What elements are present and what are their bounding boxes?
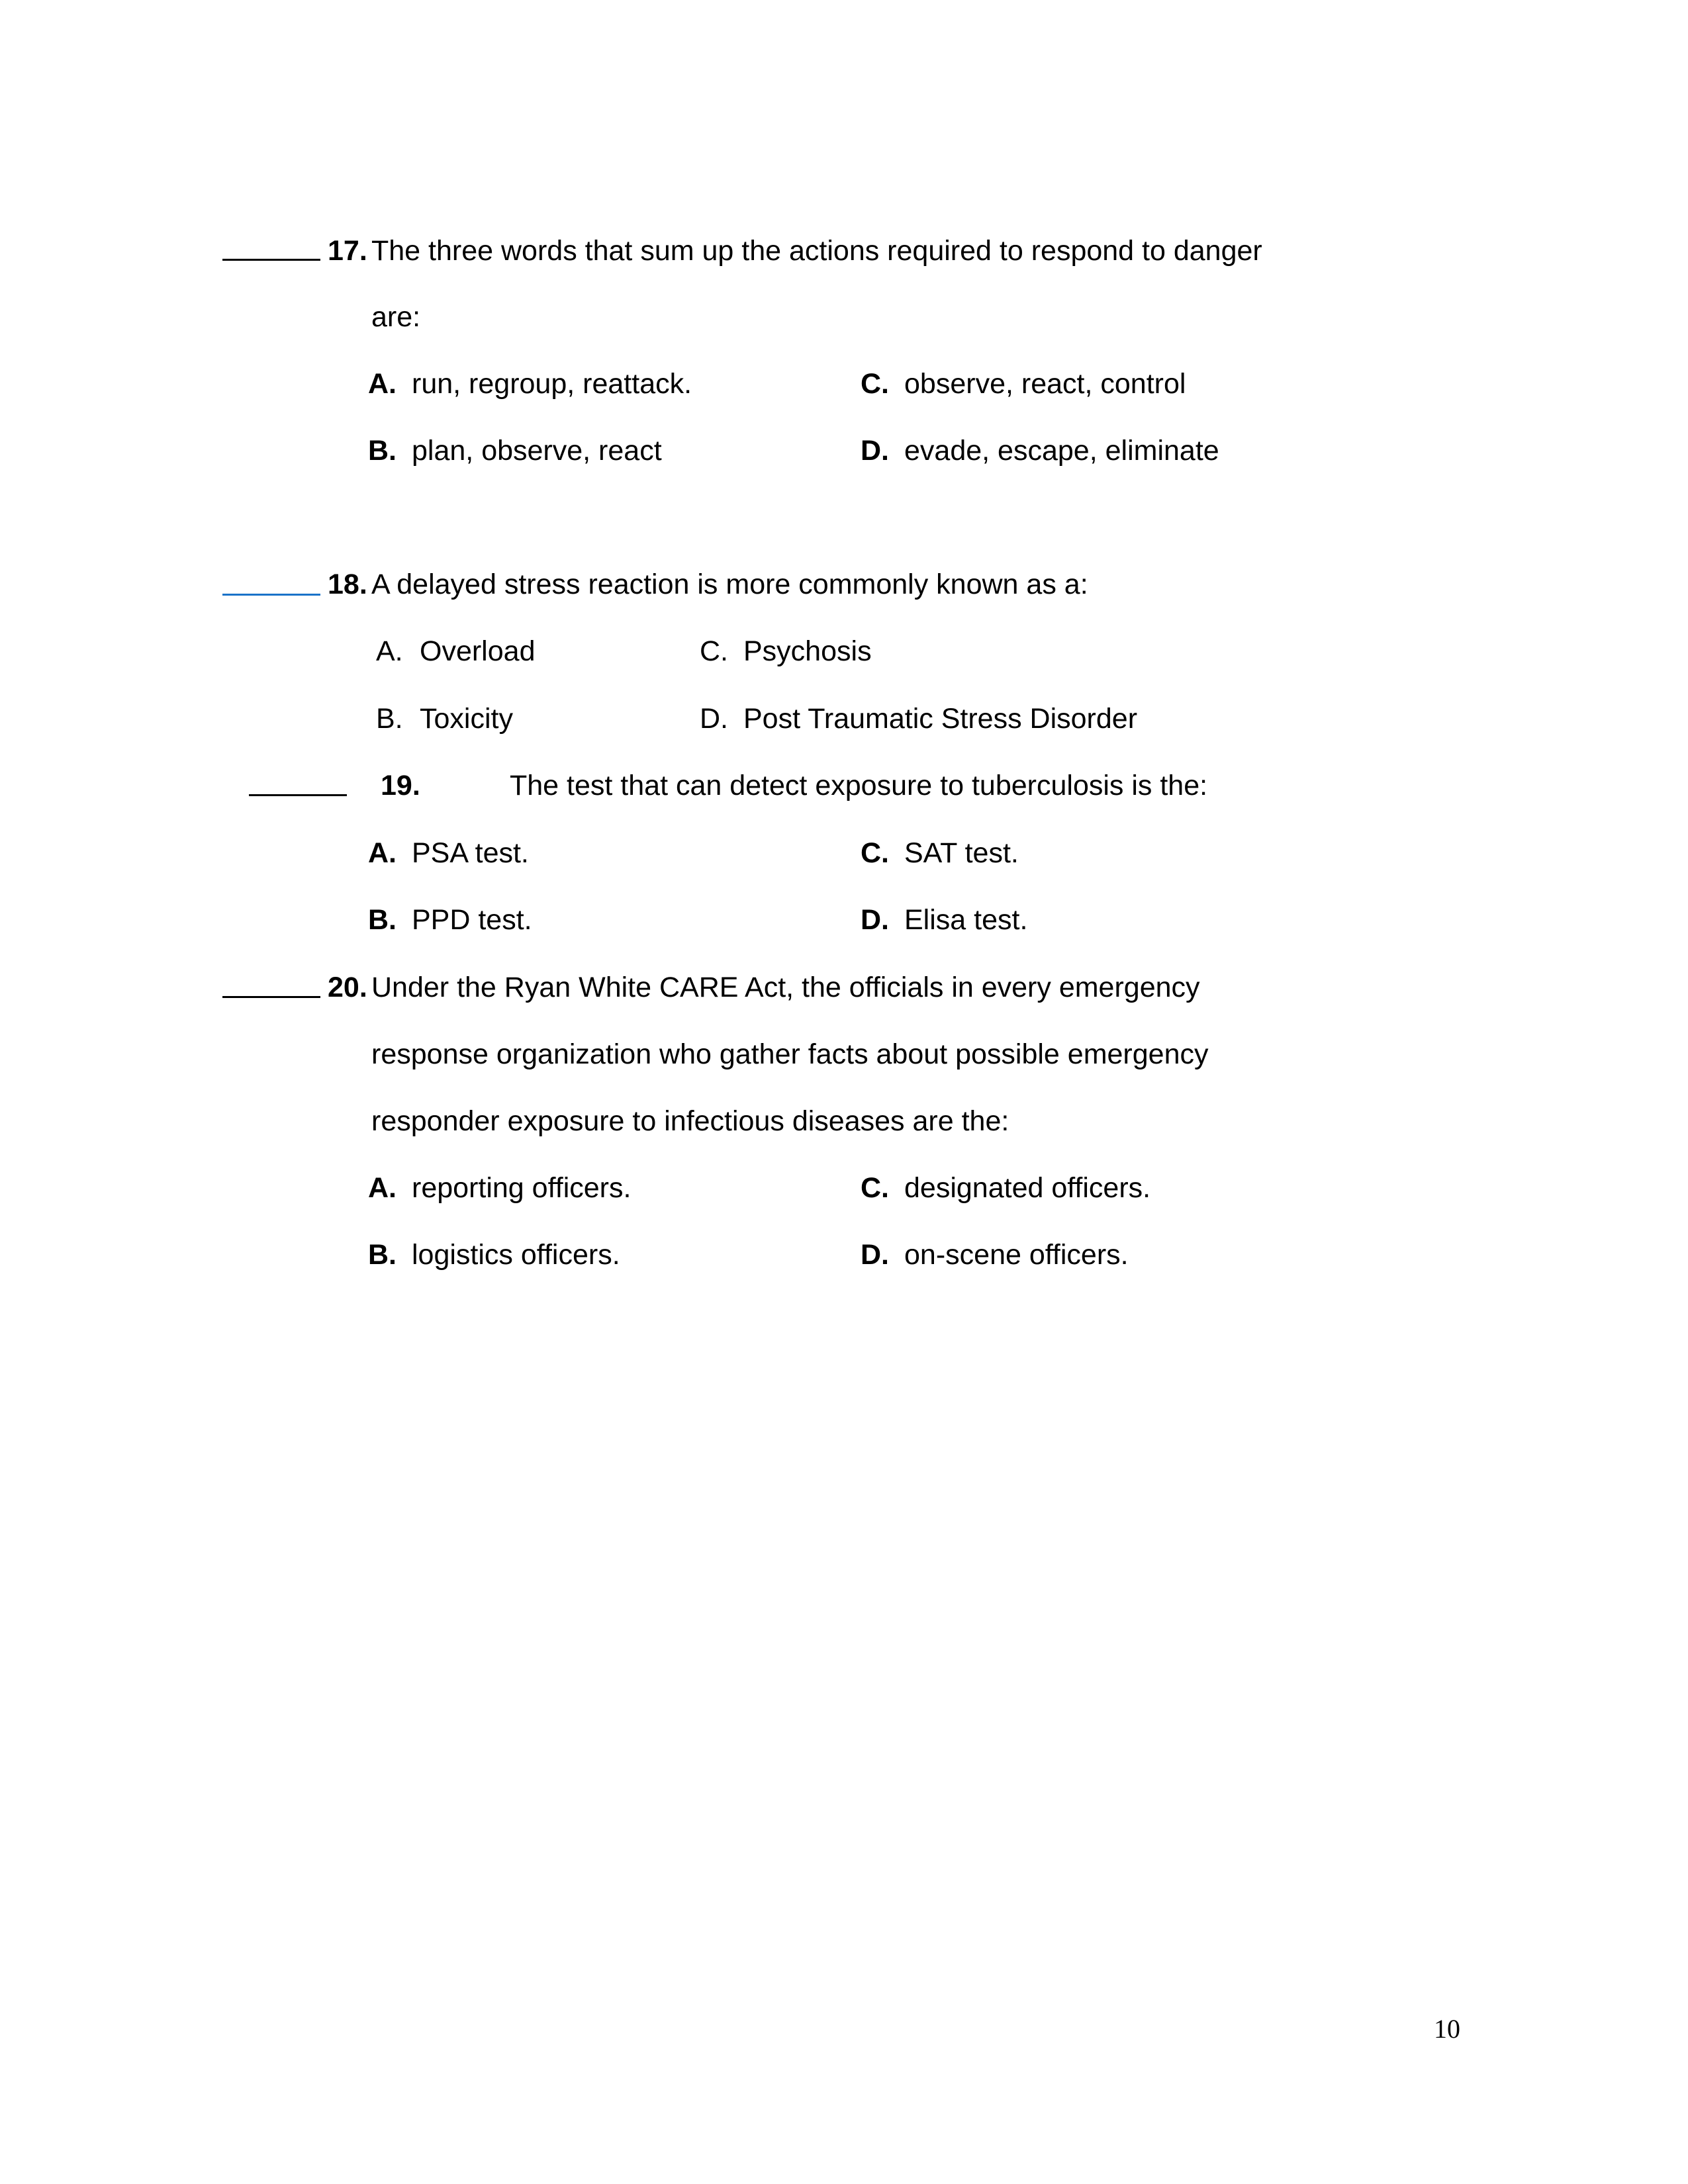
option-text: evade, escape, eliminate <box>904 435 1219 467</box>
option-text: Toxicity <box>420 703 513 735</box>
option-letter: D. <box>700 703 728 735</box>
option-a <box>368 1174 631 1203</box>
option-a <box>368 370 692 398</box>
option-text: designated officers. <box>904 1172 1151 1204</box>
option-text: Post Traumatic Stress Disorder <box>743 703 1138 735</box>
option-b <box>368 437 662 465</box>
option-text: Psychosis <box>743 635 872 667</box>
option-c <box>861 370 1186 398</box>
option-letter: B. <box>376 703 403 735</box>
option-a <box>376 637 535 666</box>
option-b <box>368 1241 620 1269</box>
option-c <box>861 839 1019 868</box>
answer-blank-q19[interactable] <box>249 794 347 796</box>
option-a <box>368 839 529 868</box>
question-stem: The test that can detect exposure to tuberculosis is the: <box>510 770 1208 801</box>
question-stem: A delayed stress reaction is more commonly known as a: <box>371 569 1088 600</box>
question-stem: are: <box>371 301 421 333</box>
option-text: plan, observe, react <box>412 435 662 467</box>
option-text: Overload <box>420 635 536 667</box>
option-letter: C. <box>861 837 889 869</box>
option-c <box>700 637 872 666</box>
option-d <box>861 1241 1129 1269</box>
option-letter: C. <box>861 368 889 400</box>
option-letter: D. <box>861 1239 889 1271</box>
option-text: observe, react, control <box>904 368 1186 400</box>
question-number: 17. <box>328 235 367 267</box>
answer-blank-q18[interactable] <box>222 594 320 596</box>
question-number: 19. <box>381 770 420 801</box>
answer-blank-q20[interactable] <box>222 996 320 998</box>
question-number: 18. <box>328 569 367 600</box>
option-letter: D. <box>861 435 889 467</box>
option-c <box>861 1174 1150 1203</box>
page-number: 10 <box>1434 2014 1460 2044</box>
option-text: on-scene officers. <box>904 1239 1129 1271</box>
option-letter: D. <box>861 904 889 936</box>
option-text: run, regroup, reattack. <box>412 368 692 400</box>
option-letter: A. <box>368 368 397 400</box>
option-text: SAT test. <box>904 837 1019 869</box>
option-letter: A. <box>368 1172 397 1204</box>
option-text: Elisa test. <box>904 904 1028 936</box>
answer-blank-q17[interactable] <box>222 259 320 261</box>
option-b <box>376 705 513 733</box>
option-letter: A. <box>376 635 403 667</box>
option-letter: B. <box>368 904 397 936</box>
option-text: reporting officers. <box>412 1172 632 1204</box>
question-stem: The three words that sum up the actions required to respond to danger <box>371 235 1262 267</box>
option-b <box>368 906 532 934</box>
question-number: 20. <box>328 972 367 1003</box>
option-text: PPD test. <box>412 904 532 936</box>
option-letter: A. <box>368 837 397 869</box>
option-text: PSA test. <box>412 837 529 869</box>
option-letter: C. <box>861 1172 889 1204</box>
option-d <box>700 705 1137 733</box>
question-stem: response organization who gather facts about possible emergency <box>371 1038 1209 1070</box>
option-letter: C. <box>700 635 728 667</box>
option-letter: B. <box>368 435 397 467</box>
option-text: logistics officers. <box>412 1239 620 1271</box>
question-stem: Under the Ryan White CARE Act, the officials in every emergency <box>371 972 1200 1003</box>
option-d <box>861 437 1219 465</box>
option-letter: B. <box>368 1239 397 1271</box>
question-stem: responder exposure to infectious diseases are the: <box>371 1105 1009 1137</box>
option-d <box>861 906 1027 934</box>
